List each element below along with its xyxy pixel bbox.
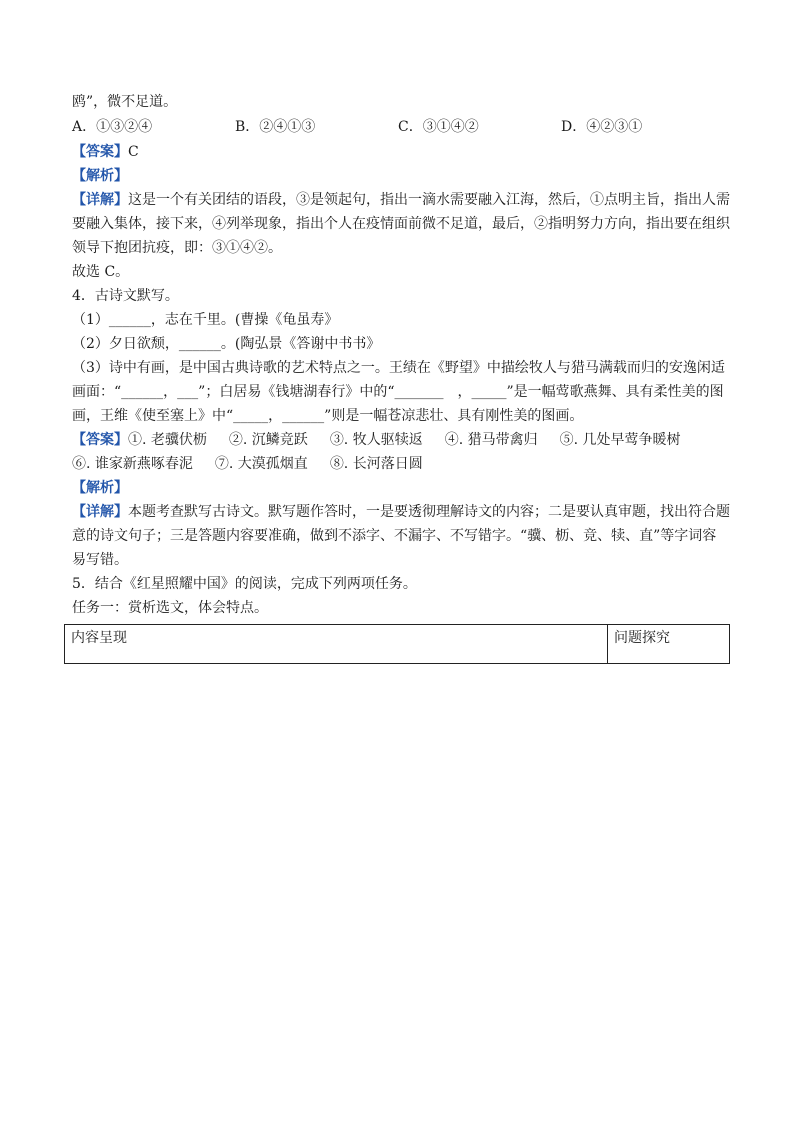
answer-item: ③. 牧人驱犊返: [329, 432, 423, 448]
table-header-inquiry: 问题探究: [608, 625, 730, 664]
q3-tail: 鸥”，微不足道。: [72, 94, 178, 110]
option-d: D．④②③①: [561, 119, 643, 135]
answer-item: ⑦. 大漠孤烟直: [214, 456, 308, 472]
option-a: A．①③②④: [72, 119, 153, 135]
answer-tag: 【答案】: [72, 144, 128, 160]
option-c: C．③①④②: [398, 119, 479, 135]
detail-text: 本题考查默写古诗文。默写题作答时，一是要透彻理解诗文的内容；二是要认真审题，找出符合题意的诗文句子；三是答题内容要准确，做到不添字、不漏字、不写错字。“骥、枥、竞、犊、直”等字词容易写错。: [72, 504, 730, 568]
answer-item: ⑤. 几处早莺争暖树: [559, 432, 681, 448]
task-table: [64, 624, 730, 664]
q4-analysis-tag: [72, 476, 730, 500]
detail-tag: 【详解】: [72, 504, 128, 520]
answer-value: C: [128, 144, 139, 160]
q4-detail: [72, 500, 730, 572]
answer-item: ②. 沉鳞竞跃: [228, 432, 308, 448]
option-b: B．②④①③: [235, 119, 316, 135]
answer-tag: 【答案】: [72, 432, 128, 448]
q3-analysis-tag: [72, 164, 730, 188]
q4-item-2: （2）夕日欲颓，______。(陶弘景《答谢中书书》: [72, 336, 381, 352]
q3-detail: [72, 188, 730, 260]
table-row: [65, 625, 730, 664]
answer-item: ⑧. 长河落日圆: [329, 456, 423, 472]
q4-title: 4．古诗文默写。: [72, 288, 179, 304]
q3-answer: [72, 140, 730, 164]
answer-item: ⑥. 谁家新燕啄春泥: [72, 456, 193, 472]
q4-item-1: （1）______，志在千里。(曹操《龟虽寿》: [72, 312, 339, 328]
table-header-content: 内容呈现: [65, 625, 608, 664]
q5-title: 5．结合《红星照耀中国》的阅读，完成下列两项任务。: [72, 576, 417, 592]
q4-answer: [72, 428, 730, 476]
task-table-wrap: [64, 624, 730, 664]
detail-tag: 【详解】: [72, 192, 128, 208]
analysis-tag: 【解析】: [72, 168, 128, 184]
answer-item: ④. 猎马带禽归: [444, 432, 538, 448]
q4-item-3: （3）诗中有画，是中国古典诗歌的艺术特点之一。王绩在《野望》中描绘牧人与猎马满载而归的安逸闲适画面：“______，___”；白居易《钱塘湖春行》中的“_______ ，_____”是一幅莺歌燕舞、具有柔性美的图画，王维《使至塞上》中“_____，______”则是一幅苍凉悲壮、具有刚性美的图画。: [72, 360, 725, 424]
q5-task1: 任务一：赏析选文，体会特点。: [72, 600, 268, 616]
detail-text: 这是一个有关团结的语段，③是领起句，指出一滴水需要融入江海，然后，①点明主旨，指出人需要融入集体，接下来，④列举现象，指出个人在疫情面前微不足道，最后，②指明努力方向，指出要在组织领导下抱团抗疫，即：③①④②。: [72, 192, 730, 256]
q3-options: [72, 114, 730, 140]
analysis-tag: 【解析】: [72, 480, 128, 496]
answer-item: ①. 老骥伏枥: [128, 432, 207, 448]
q3-conclusion: 故选 C。: [72, 264, 130, 280]
